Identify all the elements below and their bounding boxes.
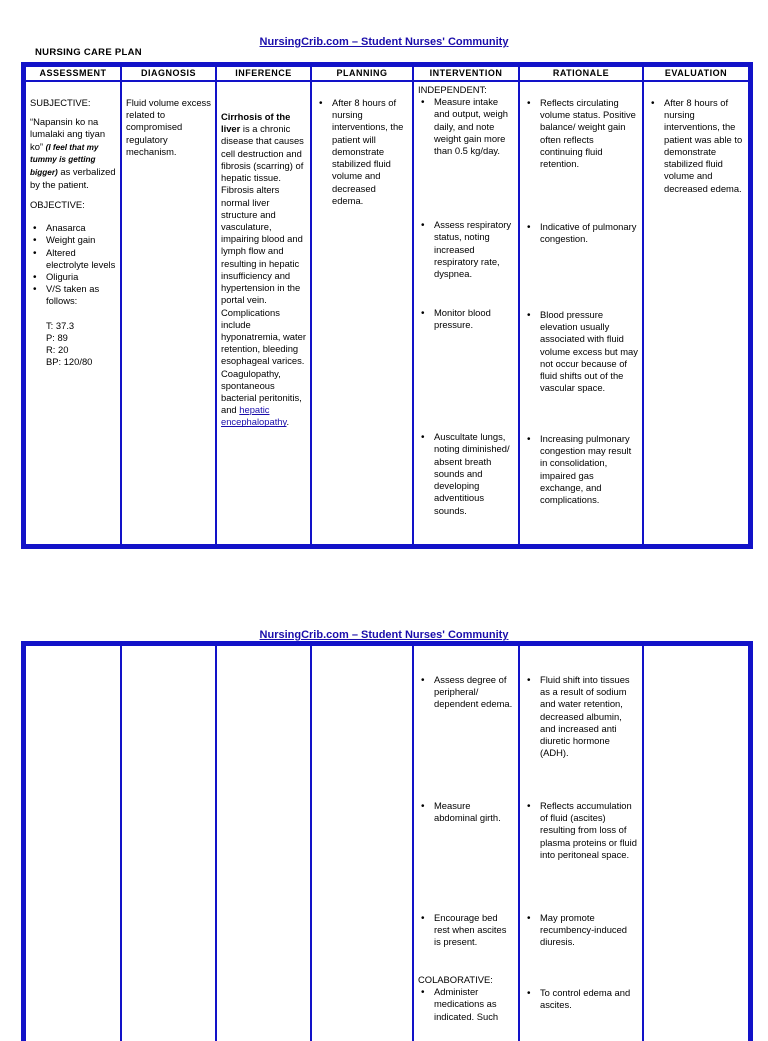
planning-goal: • After 8 hours of nursing interventions, the patient will demonstrate stabilized fluid volume and decreased edema. [332, 97, 409, 207]
inference-term: Cirrhosis of the liver [221, 111, 291, 135]
header-rationale: RATIONALE [520, 67, 642, 82]
hepatic-encephalopathy-link[interactable]: hepatic encephalopathy [221, 404, 287, 428]
objective-item: • Weight gain [46, 234, 117, 246]
care-plan-table [21, 62, 753, 549]
header-evaluation: EVALUATION [644, 67, 748, 82]
rationale-item: • Fluid shift into tissues as a result of sodium and water retention, decreased albumin, and increased anti diuretic hormone (ADH). [540, 674, 639, 800]
header-inference: INFERENCE [217, 67, 310, 82]
care-plan-table-continued [21, 641, 753, 1041]
patient-quote: “Napansin ko na lumalaki ang tiyan ko” [30, 116, 106, 152]
objective-item: • V/S taken as follows: [46, 283, 117, 307]
planning-column [310, 644, 414, 1041]
header-planning: PLANNING [312, 67, 412, 82]
intervention-column [412, 644, 520, 1041]
evaluation-column [642, 65, 750, 546]
rationale-column [518, 644, 644, 1041]
rationale-item: • Reflects circulating volume status. Positive balance/ weight gain often reflects continuing fluid retention. [540, 97, 639, 221]
colaborative-label: COLABORATIVE: [418, 974, 493, 985]
vital-blood-pressure: BP: 120/80 [46, 356, 93, 368]
inference-end: . [286, 416, 290, 428]
rationale-item: • To control edema and ascites. [540, 987, 639, 1011]
evaluation-text: • After 8 hours of nursing interventions, the patient was able to demonstrate stabilized fluid volume and decreased edema. [664, 97, 745, 195]
rationale-column [518, 65, 644, 546]
vital-temperature: T: 37.3 [46, 319, 75, 331]
intervention-item: • Administer medications as indicated. Such [434, 986, 515, 1023]
rationale-item: • Reflects accumulation of fluid (ascites) resulting from loss of plasma proteins or fluid into peritoneal space. [540, 800, 639, 912]
vital-respiration: R: 20 [46, 344, 69, 356]
intervention-item: • Assess respiratory status, noting increased respiratory rate, dyspnea. [434, 219, 515, 307]
assessment-column [24, 644, 122, 1041]
rationale-item: • Increasing pulmonary congestion may result in consolidation, impaired gas exchange, and complications. [540, 433, 639, 506]
rationale-item: • Blood pressure elevation usually associated with fluid volume excess but may not occur because of fluid shifts out of the vascular space. [540, 309, 639, 433]
diagnosis-text: Fluid volume excess related to compromised regulatory mechanism. [126, 97, 211, 157]
intervention-item: • Measure abdominal girth. [434, 800, 515, 912]
planning-column [310, 65, 414, 546]
intervention-column [412, 65, 520, 546]
evaluation-column [642, 644, 750, 1041]
rationale-item: • May promote recumbency-induced diuresis. [540, 912, 639, 987]
site-header-link-page2[interactable]: NursingCrib.com – Student Nurses' Community [259, 629, 509, 641]
assessment-column [24, 65, 122, 546]
inference-column [215, 65, 312, 546]
diagnosis-column [120, 644, 217, 1041]
vital-pulse: P: 89 [46, 331, 68, 343]
rationale-item: • Indicative of pulmonary congestion. [540, 221, 639, 309]
objective-label: OBJECTIVE: [30, 198, 85, 210]
quote-translation: (I feel that my tummy is getting bigger) [30, 142, 99, 177]
objective-item: • Altered electrolyte levels [46, 247, 117, 271]
objective-item: • Oliguria [46, 271, 117, 283]
quote-suffix: as verbalized by the patient. [30, 165, 116, 190]
site-header-link[interactable]: NursingCrib.com – Student Nurses' Community [259, 36, 509, 48]
document-title: NURSING CARE PLAN [35, 47, 142, 58]
intervention-item: • Encourage bed rest when ascites is present. [434, 912, 515, 974]
objective-item: • Anasarca [46, 222, 117, 234]
header-intervention: INTERVENTION [414, 67, 518, 82]
header-diagnosis: DIAGNOSIS [122, 67, 215, 82]
inference-text: is a chronic disease that causes cell destruction and fibrosis (scarring) of hepatic tissue. Fibrosis alters normal liver structure and vasculature, impairing blood and lymph flow and resulting in hepatic insufficiency and hypertension in the portal vein. Complications include hyponatremia, water retention, bleeding esophageal varices. Coagulopathy, spontaneous bacterial peritonitis, and [221, 123, 306, 416]
intervention-item: • Auscultate lungs, noting diminished/ absent breath sounds and developing adventitious sounds. [434, 431, 515, 517]
inference-column [215, 644, 312, 1041]
header-assessment: ASSESSMENT [26, 67, 120, 82]
intervention-item: • Monitor blood pressure. [434, 307, 515, 431]
subjective-label: SUBJECTIVE: [30, 97, 91, 108]
diagnosis-column [120, 65, 217, 546]
independent-label: INDEPENDENT: [418, 84, 487, 95]
intervention-item: • Assess degree of peripheral/ dependent edema. [434, 674, 515, 800]
intervention-item: • Measure intake and output, weigh daily, and note weight gain more than 0.5 kg/day. [434, 96, 515, 219]
